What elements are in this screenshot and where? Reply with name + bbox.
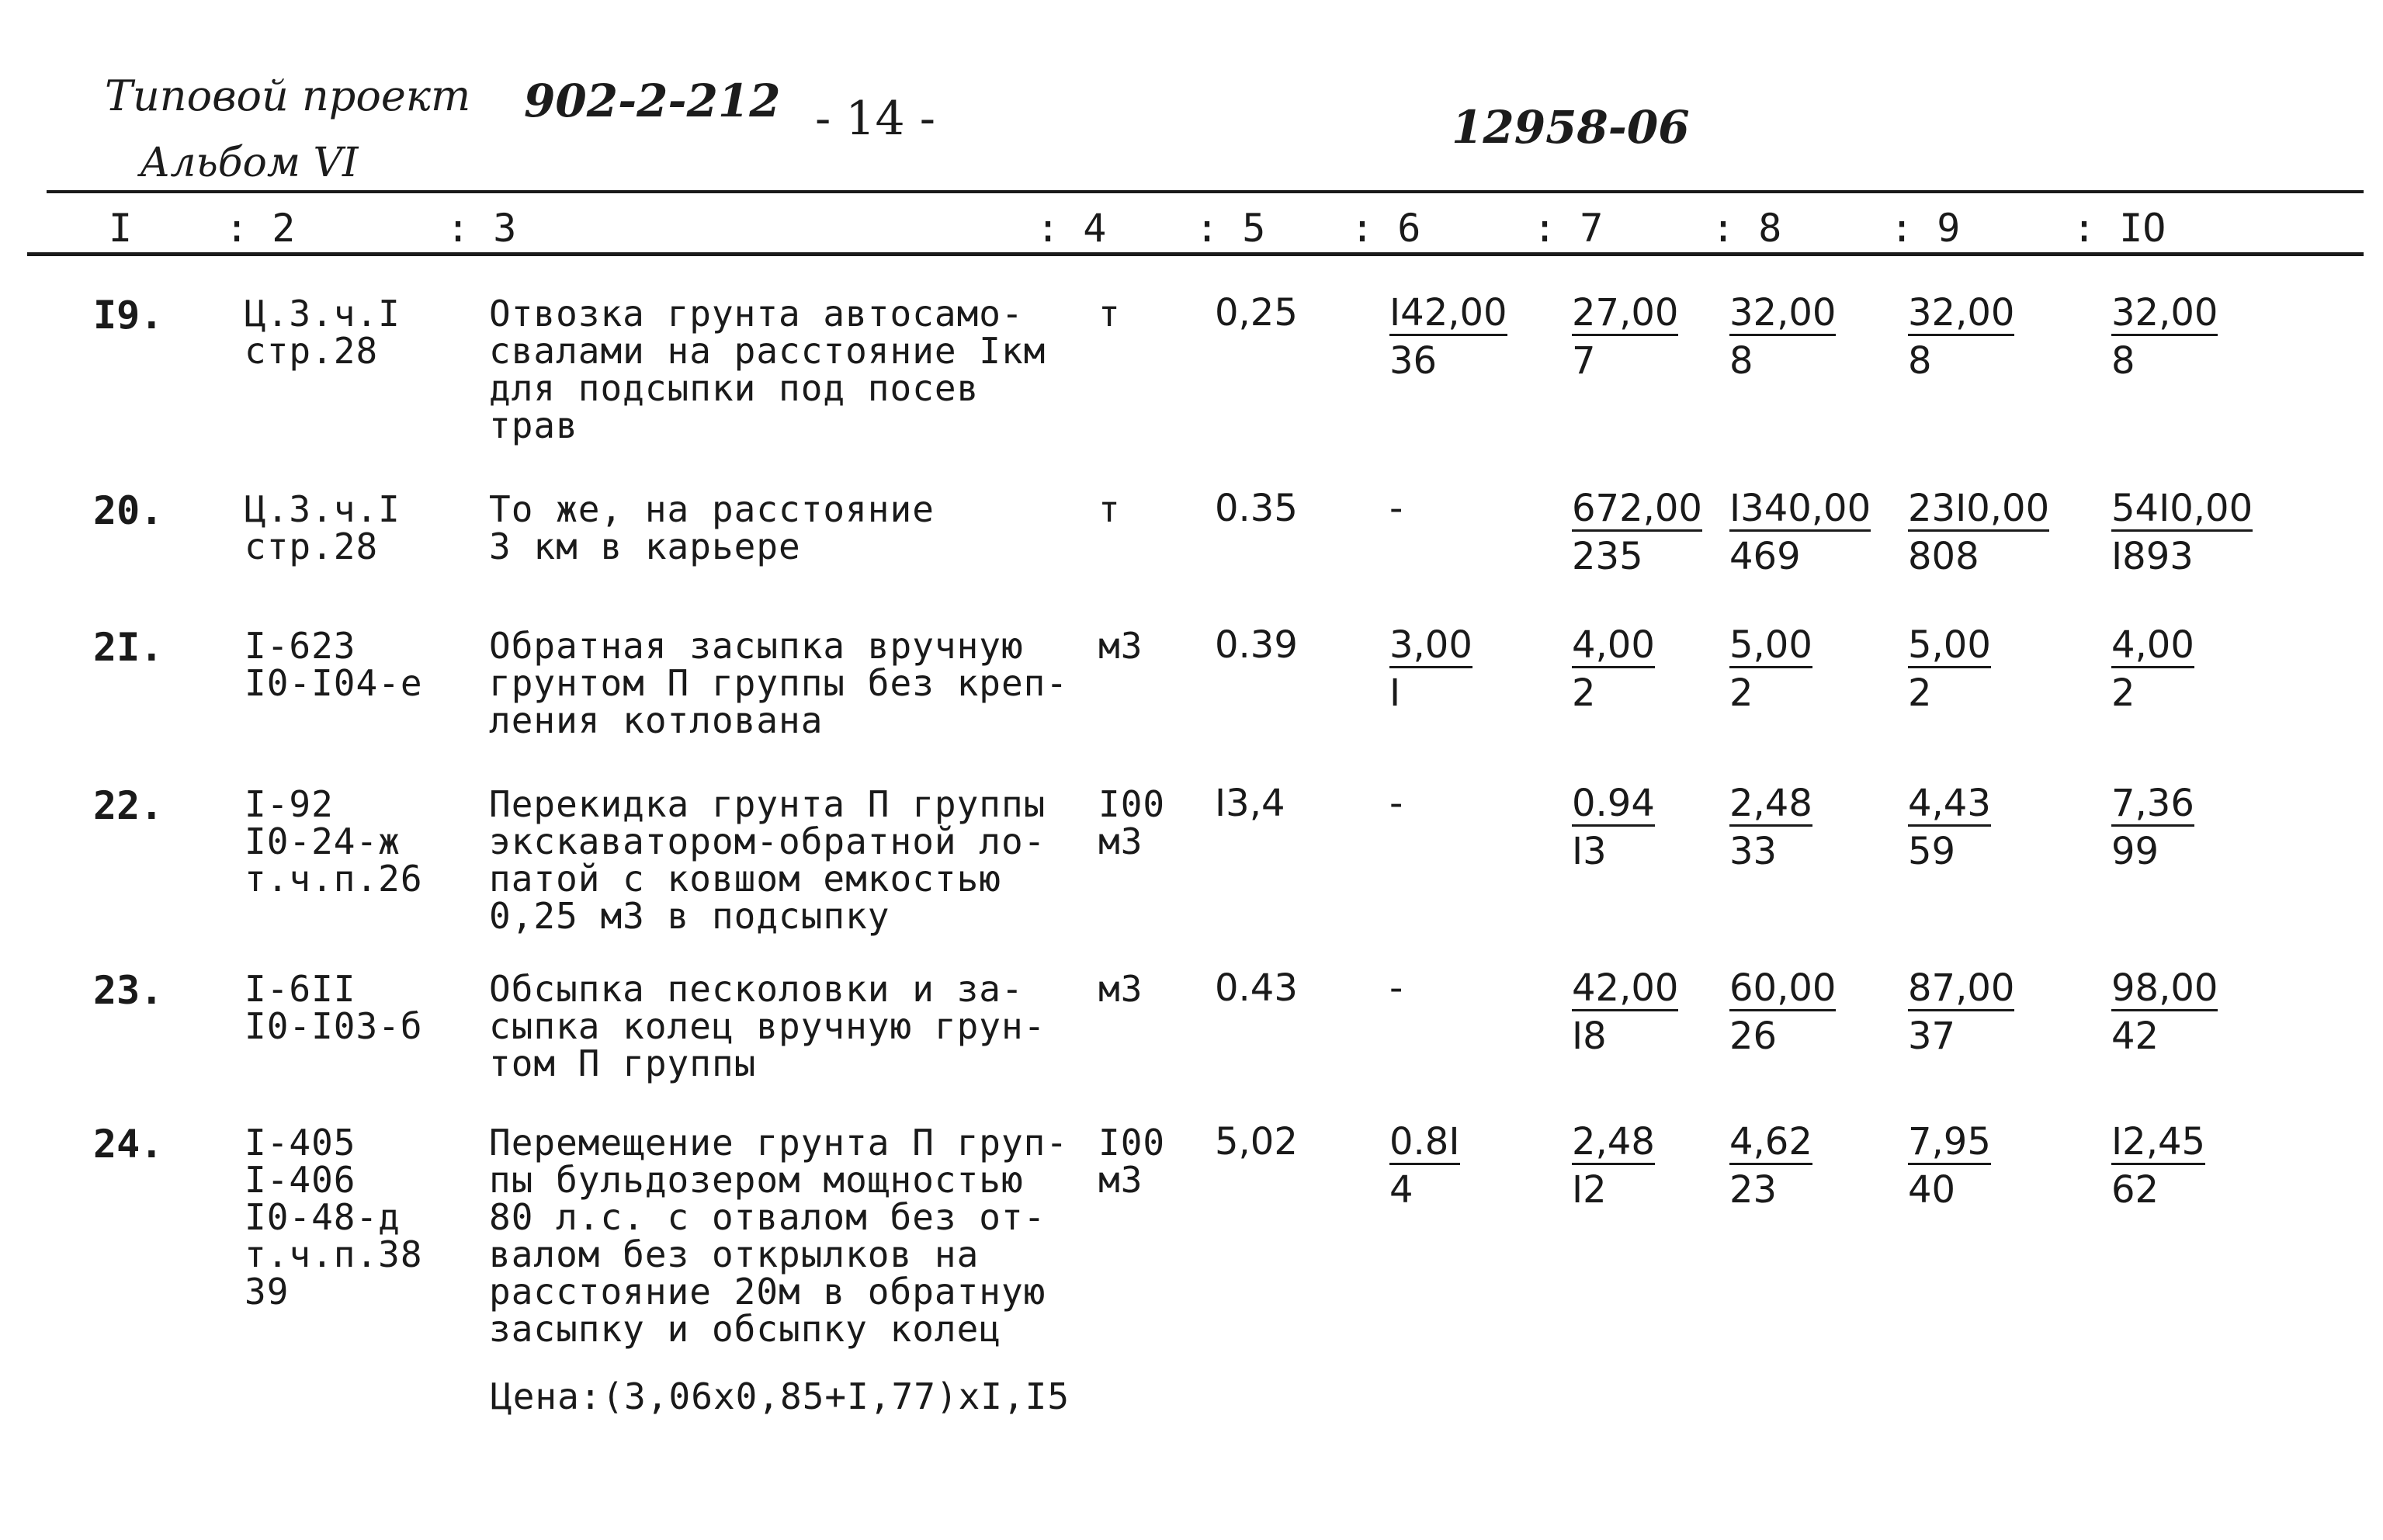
row-description-line: патой с ковшом емкостью — [489, 858, 1001, 900]
row-col-10-bottom: I893 — [2111, 535, 2194, 578]
row-description-line: свалами на расстояние Iкм — [489, 330, 1046, 372]
row-description-line: Перемещение грунта П груп- — [489, 1122, 1069, 1164]
row-unit-line: I00 — [1098, 1122, 1166, 1164]
row-id: 24. — [93, 1122, 164, 1167]
row-col-9-top: 7,95 — [1908, 1120, 1991, 1164]
row-description-line: пы бульдозером мощностью — [489, 1159, 1024, 1201]
row-coefficient: 0.39 — [1215, 623, 1298, 667]
row-description-line: Обсыпка песколовки и за- — [489, 968, 1024, 1010]
row-description-line: 80 л.с. с отвалом без от- — [489, 1196, 1046, 1238]
row-col-7-bottom: 2 — [1572, 671, 1596, 715]
row-description — [489, 1124, 1068, 1348]
row-col-9-top: 5,00 — [1908, 623, 1991, 667]
page-number: - 14 - — [815, 92, 936, 146]
row-coefficient: 0.43 — [1215, 966, 1298, 1010]
row-col-7-top: 42,00 — [1572, 966, 1679, 1010]
column-number-6: : 6 — [1351, 206, 1421, 251]
row-id: I9. — [93, 293, 164, 338]
row-col-8-bottom: 23 — [1729, 1168, 1778, 1212]
row-col-8-top: 32,00 — [1729, 291, 1837, 335]
row-id: 20. — [93, 488, 164, 533]
row-col-6-top: - — [1389, 966, 1403, 1010]
row-ref-line: I-405 — [245, 1122, 356, 1164]
column-number-10: : IO — [2073, 206, 2166, 251]
row-col-10-top: 32,00 — [2111, 291, 2218, 335]
row-col-10-top: 7,36 — [2111, 782, 2194, 825]
column-number-1: I — [109, 206, 133, 251]
row-col-9-top: 32,00 — [1908, 291, 2015, 335]
row-unit — [1098, 488, 1121, 530]
row-col-9-top: 87,00 — [1908, 966, 2015, 1010]
row-id: 23. — [93, 968, 164, 1013]
row-col-7-bottom: 235 — [1572, 535, 1643, 578]
row-unit — [1098, 625, 1143, 667]
row-ref — [245, 627, 423, 702]
row-id: 2I. — [93, 625, 164, 670]
row-col-8-bottom: 8 — [1729, 339, 1753, 383]
row-description-line: 0,25 м3 в подсыпку — [489, 895, 890, 937]
row-ref-line: Ц.3.ч.I — [245, 293, 401, 335]
row-col-8-bottom: 2 — [1729, 671, 1753, 715]
row-col-7-bottom: 7 — [1572, 339, 1596, 383]
row-description-line: расстояние 20м в обратную — [489, 1271, 1046, 1313]
row-col-10-top: 98,00 — [2111, 966, 2218, 1010]
row-col-9-bottom: 2 — [1908, 671, 1932, 715]
row-col-7-top: 27,00 — [1572, 291, 1679, 335]
row-ref-line: I0-48-д — [245, 1196, 401, 1238]
row-col-8-top: I340,00 — [1729, 487, 1871, 530]
row-description — [489, 627, 1068, 739]
row-unit-line: м3 — [1098, 625, 1143, 667]
row-ref-line: стр.28 — [245, 330, 379, 372]
row-ref-line: стр.28 — [245, 525, 379, 567]
row-description-line: сыпка колец вручную грун- — [489, 1005, 1046, 1047]
row-id: 22. — [93, 783, 164, 828]
column-number-8: : 8 — [1712, 206, 1782, 251]
header-rule-bottom — [27, 252, 2364, 256]
row-col-6-bottom: 36 — [1389, 339, 1438, 383]
row-description — [489, 488, 935, 567]
row-unit-line: т — [1098, 293, 1121, 335]
row-ref-line: I-406 — [245, 1159, 356, 1201]
row-ref — [245, 783, 423, 900]
row-description-line: Перекидка грунта П группы — [489, 783, 1046, 825]
row-col-8-top: 2,48 — [1729, 782, 1812, 825]
row-unit-line: т — [1098, 488, 1121, 530]
row-unit — [1098, 293, 1121, 335]
row-unit-line: м3 — [1098, 968, 1143, 1010]
row-unit — [1098, 970, 1143, 1008]
row-description — [489, 295, 1046, 444]
row-coefficient: I3,4 — [1215, 782, 1285, 825]
row-col-6-top: I42,00 — [1389, 291, 1507, 335]
row-coefficient: 0,25 — [1215, 291, 1298, 335]
row-ref-line: I-6II — [245, 968, 356, 1010]
row-col-9-top: 4,43 — [1908, 782, 1991, 825]
row-col-7-bottom: I2 — [1572, 1168, 1607, 1212]
row-description-line: том П группы — [489, 1042, 757, 1084]
row-col-6-top: 3,00 — [1389, 623, 1472, 667]
row-ref-line: т.ч.п.26 — [245, 858, 423, 900]
row-description-line: валом без открылков на — [489, 1233, 980, 1275]
row-col-7-top: 672,00 — [1572, 487, 1702, 530]
row-col-7-top: 0.94 — [1572, 782, 1655, 825]
row-description-line: То же, на расстояние — [489, 488, 935, 530]
row-coefficient: 0.35 — [1215, 487, 1298, 530]
row-description — [489, 970, 1046, 1082]
row-description-line: Обратная засыпка вручную — [489, 625, 1024, 667]
row-description-line: экскаватором-обратной ло- — [489, 820, 1046, 862]
row-col-6-bottom: 4 — [1389, 1168, 1413, 1212]
row-col-7-top: 4,00 — [1572, 623, 1655, 667]
row-unit — [1098, 1122, 1166, 1201]
row-col-8-top: 60,00 — [1729, 966, 1837, 1010]
price-note: Цена:(3,06х0,85+I,77)хI,I5 — [491, 1375, 1070, 1417]
header-rule-top — [47, 190, 2364, 193]
row-col-8-bottom: 469 — [1729, 535, 1801, 578]
row-col-9-bottom: 808 — [1908, 535, 1979, 578]
row-ref-line: т.ч.п.38 — [245, 1233, 423, 1275]
row-col-10-bottom: 62 — [2111, 1168, 2159, 1212]
column-number-7: : 7 — [1533, 206, 1604, 251]
row-ref — [245, 970, 423, 1045]
row-col-7-top: 2,48 — [1572, 1120, 1655, 1164]
doc-number: 12958-06 — [1452, 101, 1690, 154]
row-col-8-top: 5,00 — [1729, 623, 1812, 667]
row-col-6-top: - — [1389, 782, 1403, 825]
row-ref-line: I-623 — [245, 625, 356, 667]
row-col-9-bottom: 8 — [1908, 339, 1932, 383]
row-unit-line: м3 — [1098, 820, 1143, 862]
project-code: 902-2-212 — [524, 75, 781, 127]
row-description-line: трав — [489, 404, 578, 446]
row-ref-line: I0-24-ж — [245, 820, 401, 862]
row-col-9-bottom: 37 — [1908, 1015, 1956, 1058]
row-col-8-bottom: 33 — [1729, 830, 1778, 873]
row-col-8-bottom: 26 — [1729, 1015, 1778, 1058]
row-description-line: ления котлована — [489, 699, 824, 741]
column-number-4: : 4 — [1036, 206, 1107, 251]
row-ref — [245, 1122, 423, 1313]
row-col-7-bottom: I8 — [1572, 1015, 1607, 1058]
row-description-line: 3 км в карьере — [489, 525, 801, 567]
row-col-9-top: 23I0,00 — [1908, 487, 2050, 530]
row-col-9-bottom: 40 — [1908, 1168, 1956, 1212]
row-col-10-bottom: 42 — [2111, 1015, 2159, 1058]
row-col-10-top: I2,45 — [2111, 1120, 2206, 1164]
row-col-7-bottom: I3 — [1572, 830, 1607, 873]
column-number-3: : 3 — [446, 206, 517, 251]
row-unit-line: I00 — [1098, 783, 1166, 825]
row-ref-line: Ц.3.ч.I — [245, 488, 401, 530]
row-ref-line: I0-I03-б — [245, 1005, 423, 1047]
column-number-2: : 2 — [225, 206, 296, 251]
row-unit-line: м3 — [1098, 1159, 1143, 1201]
row-ref-line: I-92 — [245, 783, 334, 825]
row-col-10-top: 4,00 — [2111, 623, 2194, 667]
row-coefficient: 5,02 — [1215, 1120, 1298, 1164]
row-col-6-bottom: I — [1389, 671, 1401, 715]
column-number-5: : 5 — [1195, 206, 1266, 251]
row-col-6-top: 0.8I — [1389, 1120, 1460, 1164]
row-col-10-bottom: 8 — [2111, 339, 2135, 383]
project-label: Типовой проект — [105, 71, 471, 120]
row-description — [489, 783, 1046, 937]
row-description-line: засыпку и обсыпку колец — [489, 1308, 1001, 1350]
row-col-9-bottom: 59 — [1908, 830, 1956, 873]
column-number-9: : 9 — [1890, 206, 1961, 251]
row-col-6-top: - — [1389, 487, 1403, 530]
row-col-10-bottom: 2 — [2111, 671, 2135, 715]
row-description-line: для подсыпки под посев — [489, 367, 980, 409]
row-ref — [245, 293, 401, 372]
album-label: Альбом VI — [140, 140, 359, 186]
row-col-10-top: 54I0,00 — [2111, 487, 2253, 530]
row-description-line: Отвозка грунта автосамо- — [489, 293, 1024, 335]
row-ref-line: 39 — [245, 1271, 290, 1313]
row-ref-line: I0-I04-е — [245, 662, 423, 704]
row-ref — [245, 488, 401, 567]
row-col-10-bottom: 99 — [2111, 830, 2159, 873]
row-unit — [1098, 783, 1166, 862]
row-col-8-top: 4,62 — [1729, 1120, 1812, 1164]
row-description-line: грунтом П группы без креп- — [489, 662, 1069, 704]
